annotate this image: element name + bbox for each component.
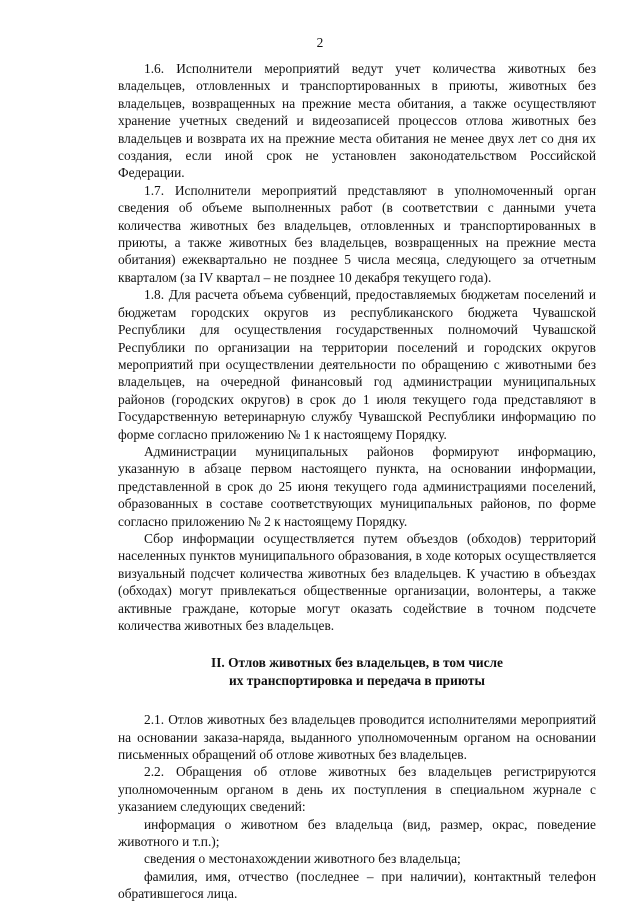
paragraph-municipal-admins: Администрации муниципальных районов формируют информацию, указанную в абзаце первом настоящего пункта, на основании информации, представленной в срок до 25 июня текущего года администрациями поселений, образованных в составе соответствующих муниципальных районов, по форме согласно приложению № 2 к настоящему Порядку. <box>118 443 596 529</box>
paragraph-info-collection: Сбор информации осуществляется путем объездов (обходов) территорий населенных пунктов муниципального образования, в ходе которых осуществляется визуальный подсчет количества животных без владельцев. К участию в объездах (обходах) могут привлекаться общественные организации, волонтеры, а также активные граждане, которые могут оказать содействие в точном подсчете количества животных без владельцев. <box>118 530 596 633</box>
paragraph-2-2: 2.2. Обращения об отлове животных без владельцев регистрируются уполномоченным органом в день их поступления в специальном журнале с указанием следующих сведений: <box>118 764 596 815</box>
paragraph-1-6: 1.6. Исполнители мероприятий ведут учет количества животных без владельцев, отловленных и транспортированных в приюты, животных без владельцев, возвращенных на прежние места обитания, а также осуществляют хранение учетных сведений и видеозаписей процессов отлова животных без владельцев и возврата их на прежние места обитания не менее двух лет со дня их создания, если иной срок не установлен законодательством Российской Федерации. <box>118 61 596 181</box>
list-item-animal-info: информация о животном без владельца (вид, размер, окрас, поведение животного и т.п.); <box>118 816 596 850</box>
document-body <box>118 60 596 903</box>
paragraph-2-1: 2.1. Отлов животных без владельцев проводится исполнителями мероприятий на основании заказа-наряда, выданного уполномоченным органом на основании письменных обращений об отлове животных без владельцев. <box>118 712 596 763</box>
paragraph-1-7: 1.7. Исполнители мероприятий представляют в уполномоченный орган сведения об объеме выполненных работ (в соответствии с данными учета количества животных без владельцев, отловленных и транспортированных в приюты, а также животных без владельцев, возвращенных на прежние места обитания) ежеквартально не позднее 5 числа месяца, следующего за отчетным кварталом (за IV квартал – не позднее 10 декабря текущего года). <box>118 182 596 285</box>
list-item-contact: фамилия, имя, отчество (последнее – при наличии), контактный телефон обратившегося лица. <box>118 868 596 902</box>
page-number: 2 <box>316 35 324 50</box>
section-title-line-2: их транспортировка и передача в приюты <box>229 672 485 688</box>
paragraph-1-8: 1.8. Для расчета объема субвенций, предоставляемых бюджетам поселений и бюджетам городских округов из республиканского бюджета Чувашской Республики для осуществления государственных полномочий Чувашской Республики по организации на территории поселений и городских округов мероприятий при осуществлении деятельности по обращению с животными без владельцев, на очередной финансовый год администрации муниципальных районов (городских округов) в срок до 1 июля текущего года представляют в Государственную ветеринарную службу Чувашской Республики информацию по форме согласно приложению № 1 к настоящему Порядку. <box>118 287 596 442</box>
section-title-line-1: II. Отлов животных без владельцев, в том числе <box>210 655 503 671</box>
list-item-location: сведения о местонахождении животного без владельца; <box>144 851 461 867</box>
section-title <box>118 654 596 689</box>
